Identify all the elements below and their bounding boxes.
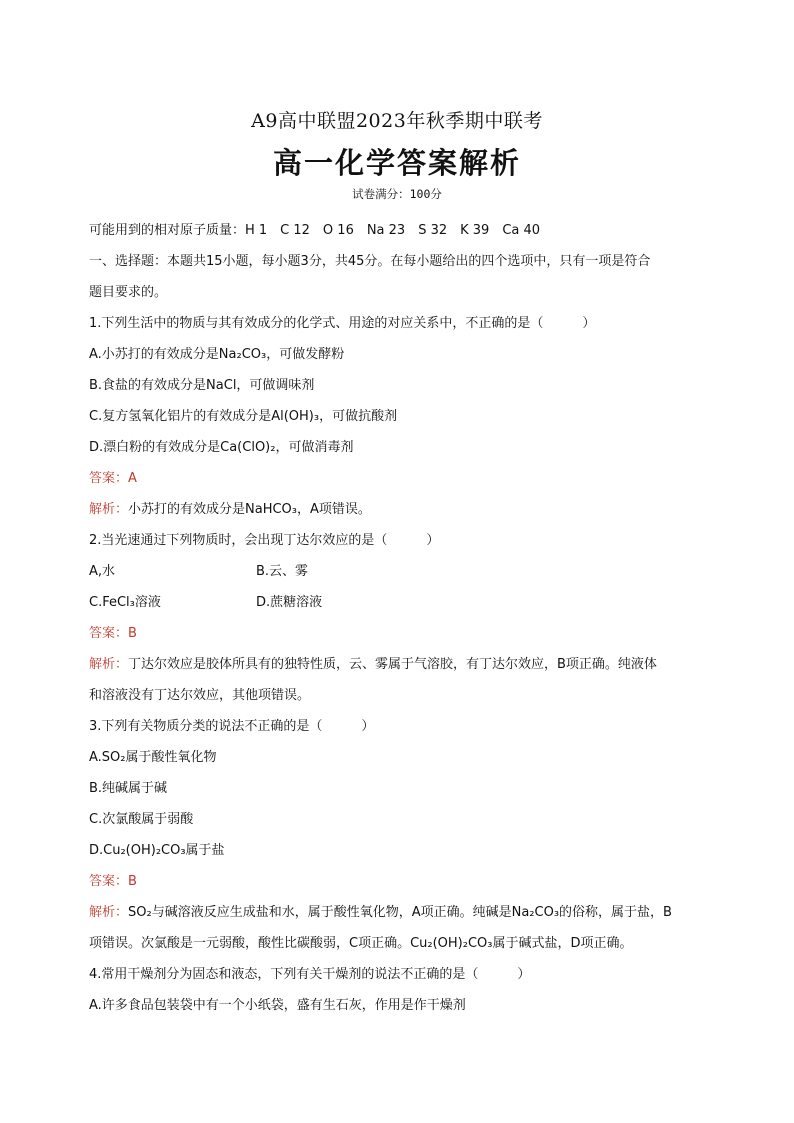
q1-analysis <box>89 494 711 525</box>
q3-analysis-text-1: SO₂与碱溶液反应生成盐和水，属于酸性氧化物，A项正确。纯碱是Na₂CO₃的俗称，属于盐，B <box>128 905 672 920</box>
q3-analysis-line-2: 项错误。次氯酸是一元弱酸，酸性比碳酸弱，C项正确。Cu₂(OH)₂CO₃属于碱式盐，D项正确。 <box>89 936 633 951</box>
q3-answer: 答案：B <box>89 874 137 889</box>
q3-stem: 3.下列有关物质分类的说法不正确的是（ ） <box>89 719 375 734</box>
q4-stem: 4.常用干燥剂分为固态和液态，下列有关干燥剂的说法不正确的是（ ） <box>89 967 531 982</box>
q2-options-row-1 <box>89 556 711 587</box>
q3-option-d: D.Cu₂(OH)₂CO₃属于盐 <box>89 843 225 858</box>
q1-analysis-label: 解析： <box>89 502 129 517</box>
q1-answer: 答案：A <box>89 471 137 486</box>
atomic-masses: 可能用到的相对原子质量：H 1 C 12 O 16 Na 23 S 32 K 39 Ca 40 <box>89 223 541 238</box>
q3-option-b: B.纯碱属于碱 <box>89 781 168 796</box>
q2-option-a: A,水 <box>89 564 116 579</box>
section-intro-line-1: 一、选择题：本题共15小题，每小题3分，共45分。在每小题给出的四个选项中，只有一项是符合 <box>89 254 651 269</box>
q3-option-a: A.SO₂属于酸性氧化物 <box>89 750 217 765</box>
q2-analysis-label: 解析： <box>89 657 129 672</box>
q2-options-row-2 <box>89 587 711 618</box>
document-title: 高一化学答案解析 <box>272 146 521 180</box>
q2-answer: 答案：B <box>89 626 137 641</box>
q2-analysis-line-2: 和溶液没有丁达尔效应，其他项错误。 <box>89 688 311 703</box>
q1-option-d: D.漂白粉的有效成分是Ca(ClO)₂，可做消毒剂 <box>89 440 354 455</box>
q2-option-b: B.云、雾 <box>256 564 309 579</box>
q2-option-c: C.FeCl₃溶液 <box>89 595 161 610</box>
section-intro-line-2: 题目要求的。 <box>89 285 168 300</box>
q3-option-c: C.次氯酸属于弱酸 <box>89 812 194 827</box>
q1-option-a: A.小苏打的有效成分是Na₂CO₃，可做发酵粉 <box>89 347 345 362</box>
q3-analysis-label: 解析： <box>89 905 129 920</box>
q1-stem: 1.下列生活中的物质与其有效成分的化学式、用途的对应关系中，不正确的是（ ） <box>89 316 596 331</box>
q1-analysis-text: 小苏打的有效成分是NaHCO₃，A项错误。 <box>128 502 371 517</box>
q1-option-c: C.复方氢氧化铝片的有效成分是Al(OH)₃，可做抗酸剂 <box>89 409 398 424</box>
document-body <box>89 215 711 1021</box>
exam-title: A9高中联盟2023年秋季期中联考 <box>251 110 543 132</box>
q2-stem: 2.当光速通过下列物质时，会出现丁达尔效应的是（ ） <box>89 533 440 548</box>
full-score: 试卷满分：100分 <box>352 187 442 201</box>
q2-analysis-line-1 <box>89 649 711 680</box>
q2-analysis-text-1: 丁达尔效应是胶体所具有的独特性质，云、雾属于气溶胶，有丁达尔效应，B项正确。纯液体 <box>128 657 657 672</box>
q4-option-a: A.许多食品包装袋中有一个小纸袋，盛有生石灰，作用是作干燥剂 <box>89 998 466 1013</box>
q1-option-b: B.食盐的有效成分是NaCl，可做调味剂 <box>89 378 315 393</box>
q3-analysis-line-1 <box>89 897 711 928</box>
q2-option-d: D.蔗糖溶液 <box>256 595 323 610</box>
